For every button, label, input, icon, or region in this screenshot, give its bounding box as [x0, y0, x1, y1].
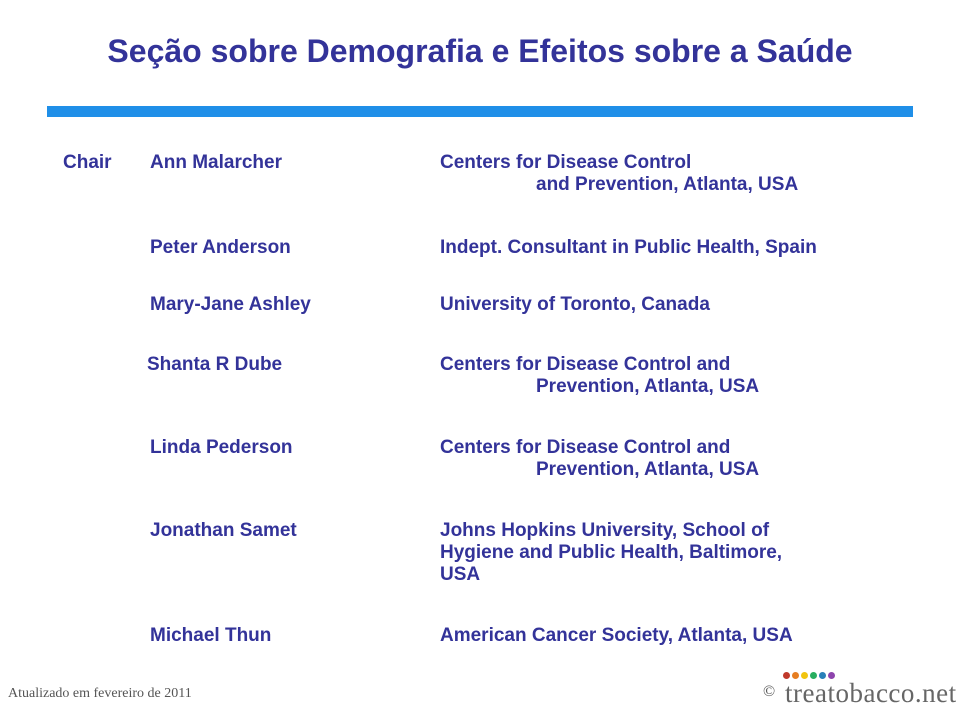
affiliation-line: Centers for Disease Control and [440, 354, 731, 375]
affiliation-line: and Prevention, Atlanta, USA [536, 174, 799, 195]
member-name: Jonathan Samet [150, 520, 297, 541]
affiliation-line: American Cancer Society, Atlanta, USA [440, 625, 793, 646]
member-affiliation [440, 152, 920, 196]
affiliation-line: Prevention, Atlanta, USA [536, 459, 760, 480]
affiliation-line: Centers for Disease Control [440, 152, 692, 173]
affiliation-line: USA [440, 564, 481, 585]
member-name: Peter Anderson [150, 237, 291, 258]
affiliation-line: Prevention, Atlanta, USA [536, 376, 760, 397]
affiliation-line: Johns Hopkins University, School of [440, 520, 770, 541]
member-affiliation [440, 237, 920, 259]
updated-note: Atualizado em fevereiro de 2011 [8, 686, 192, 701]
affiliation-line: University of Toronto, Canada [440, 294, 710, 315]
member-name: Linda Pederson [150, 437, 293, 458]
member-name: Mary-Jane Ashley [150, 294, 311, 315]
member-name: Michael Thun [150, 625, 272, 646]
member-affiliation [440, 354, 920, 398]
page-title: Seção sobre Demografia e Efeitos sobre a Saúde [107, 33, 853, 69]
copyright-icon: © [763, 683, 776, 700]
affiliation-line: Indept. Consultant in Public Health, Spain [440, 237, 817, 258]
affiliation-line: Hygiene and Public Health, Baltimore, [440, 542, 783, 563]
brand-name: treatobacco.net [785, 678, 957, 708]
title-underline [47, 106, 913, 117]
member-affiliation [440, 437, 920, 481]
member-affiliation [440, 520, 920, 586]
brand-logo [763, 670, 957, 710]
member-affiliation [440, 625, 920, 647]
affiliation-line: Centers for Disease Control and [440, 437, 731, 458]
member-role: Chair [63, 152, 112, 173]
member-affiliation [440, 294, 920, 316]
member-name: Ann Malarcher [150, 152, 282, 173]
member-name: Shanta R Dube [147, 354, 283, 375]
